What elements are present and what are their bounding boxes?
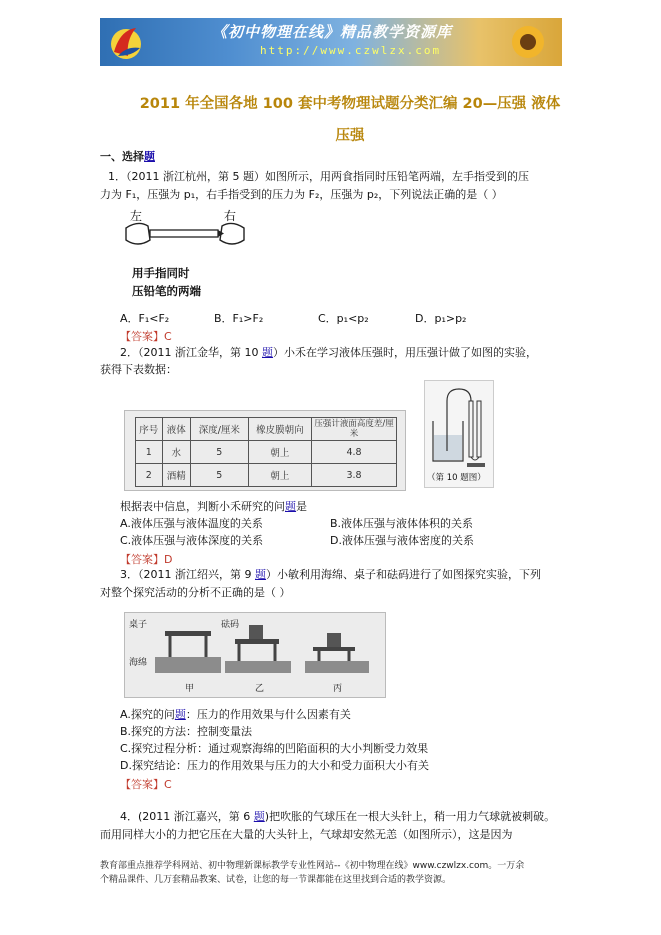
- q1-option-d: D．p₁>p₂: [415, 312, 467, 325]
- table-row: [136, 464, 397, 487]
- q2-option-d: D.液体压强与液体密度的关系: [330, 534, 474, 547]
- q4-line2: 而用同样大小的力把它压在大量的大头针上，气球却安然无恙（如图所示），这是因为: [100, 828, 513, 841]
- section-heading-text: 一、选择: [100, 150, 144, 163]
- banner-title: 《初中物理在线》精品教学资源库: [212, 23, 453, 41]
- q4-line1-link[interactable]: 题: [253, 810, 265, 823]
- manometer-illustration: [425, 381, 493, 469]
- q1-line1: 1．（2011 浙江杭州，第 5 题）如图所示，用两食指同时压铅笔两端，左手指受到的压: [108, 170, 529, 183]
- q3-line1: [120, 568, 541, 582]
- sunflower-icon: [502, 20, 554, 64]
- q2-line1-pre: 2．（2011 浙江金华，第 10: [120, 346, 262, 359]
- q3-fig-label-table: 桌子: [129, 620, 148, 630]
- q1-fig-caption2: 压铅笔的两端: [132, 284, 201, 298]
- q2-question-pre: 根据表中信息，判断小禾研究的问: [120, 500, 285, 513]
- table-cell: 酒精: [162, 464, 190, 487]
- q3-fig-label-b: 乙: [255, 684, 265, 694]
- q3-line1-link[interactable]: 题: [254, 568, 266, 581]
- q2-data-table: [135, 417, 397, 487]
- section-heading-link[interactable]: 题: [144, 150, 155, 163]
- q2-line2: 获得下表数据：: [100, 363, 177, 376]
- section-heading: [100, 150, 155, 164]
- q3-line1-post: ）小敏利用海绵、桌子和砝码进行了如图探究实验，下列: [265, 568, 541, 581]
- q1-figure: [120, 206, 250, 302]
- q3-experiment-figure: [124, 612, 386, 698]
- table-cell: 2: [136, 464, 163, 487]
- table-cell: 4.8: [312, 441, 397, 464]
- q2-line1-link[interactable]: 题: [261, 346, 273, 359]
- table-header: 液体: [162, 418, 190, 441]
- q2-answer: 【答案】D: [120, 553, 173, 566]
- q2-question: [120, 500, 307, 514]
- header-banner: [100, 18, 562, 66]
- table-header: 深度/厘米: [190, 418, 248, 441]
- q2-line1-post: ）小禾在学习液体压强时，用压强计做了如图的实验，: [272, 346, 537, 359]
- q4-line1-post: )把吹胀的气球压在一根大头针上，稍一用力气球就被刺破。: [264, 810, 556, 823]
- q2-question-link[interactable]: 题: [285, 500, 296, 513]
- footer-line2: 个精品课件、几万套精品教案、试卷，让您的每一节课都能在这里找到合适的教学资源。: [100, 875, 452, 885]
- q3-line1-pre: 3．（2011 浙江绍兴，第 9: [120, 568, 255, 581]
- document-title: 2011 年全国各地 100 套中考物理试题分类汇编 20—压强 液体: [139, 96, 561, 112]
- page-footer: [100, 859, 570, 887]
- q3-fig-label-weight: 砝码: [221, 620, 240, 630]
- table-cell: 朝上: [248, 441, 311, 464]
- document-title-continued: 压强: [335, 128, 365, 144]
- q1-fig-left-label: 左: [130, 209, 143, 223]
- footer-line1: 教育部重点推荐学科网站、初中物理新课标教学专业性网站--《初中物理在线》www.czwlzx.com。一万余: [100, 861, 525, 871]
- q2-data-table-figure: [124, 410, 406, 491]
- table-header: 压强计液面高度差/厘米: [312, 418, 397, 441]
- table-header: 橡皮膜朝向: [248, 418, 311, 441]
- q3-line2: 对整个探究活动的分析不正确的是（ ）: [100, 586, 291, 599]
- q3-option-a-post: ：压力的作用效果与什么因素有关: [185, 708, 351, 721]
- q3-option-a-pre: A.探究的问: [120, 708, 175, 721]
- q2-line1: [120, 346, 537, 360]
- q3-option-b: B.探究的方法：控制变量法: [120, 725, 253, 738]
- q4-line1: [120, 810, 555, 824]
- pencil-press-illustration: [120, 206, 250, 258]
- q3-fig-label-a: 甲: [185, 684, 195, 694]
- q3-option-a-link[interactable]: 题: [174, 708, 186, 721]
- q1-line2: 力为 F₁，压强为 p₁，右手指受到的压力为 F₂，压强为 p₂，下列说法正确的是（ ）: [100, 188, 503, 201]
- table-cell: 3.8: [312, 464, 397, 487]
- table-cell: 5: [190, 441, 248, 464]
- table-row: [136, 441, 397, 464]
- table-cell: 朝上: [248, 464, 311, 487]
- table-cell: 水: [162, 441, 190, 464]
- q2-fig-caption: （第 10 题图）: [427, 473, 486, 483]
- q1-option-b: B．F₁>F₂: [214, 312, 264, 325]
- q2-option-c: C.液体压强与液体深度的关系: [120, 534, 264, 547]
- q2-option-a: A.液体压强与液体温度的关系: [120, 517, 263, 530]
- q3-option-c: C.探究过程分析：通过观察海绵的凹陷面积的大小判断受力效果: [120, 742, 429, 755]
- logo-icon: [106, 22, 146, 62]
- q1-fig-caption1: 用手指同时: [132, 266, 190, 280]
- q2-question-post: 是: [296, 500, 307, 513]
- sponge-table-weights-illustration: [125, 613, 385, 697]
- q3-option-d: D.探究结论：压力的作用效果与压力的大小和受力面积大小有关: [120, 759, 429, 772]
- q1-option-a: A．F₁<F₂: [120, 312, 170, 325]
- q2-option-b: B.液体压强与液体体积的关系: [330, 517, 474, 530]
- table-cell: 1: [136, 441, 163, 464]
- q2-pressure-gauge-figure: [424, 380, 494, 488]
- banner-url[interactable]: http://www.czwlzx.com: [260, 44, 442, 57]
- table-header-row: [136, 418, 397, 441]
- q1-answer: 【答案】C: [120, 330, 172, 343]
- q3-fig-label-c: 丙: [333, 684, 343, 694]
- q3-fig-label-sponge: 海绵: [129, 658, 148, 668]
- q1-fig-right-label: 右: [224, 209, 237, 223]
- table-cell: 5: [190, 464, 248, 487]
- q3-answer: 【答案】C: [120, 778, 172, 791]
- q4-line1-pre: 4．(2011 浙江嘉兴，第 6: [120, 810, 254, 823]
- table-header: 序号: [136, 418, 163, 441]
- q3-option-a: [120, 708, 351, 722]
- q1-option-c: C．p₁<p₂: [318, 312, 369, 325]
